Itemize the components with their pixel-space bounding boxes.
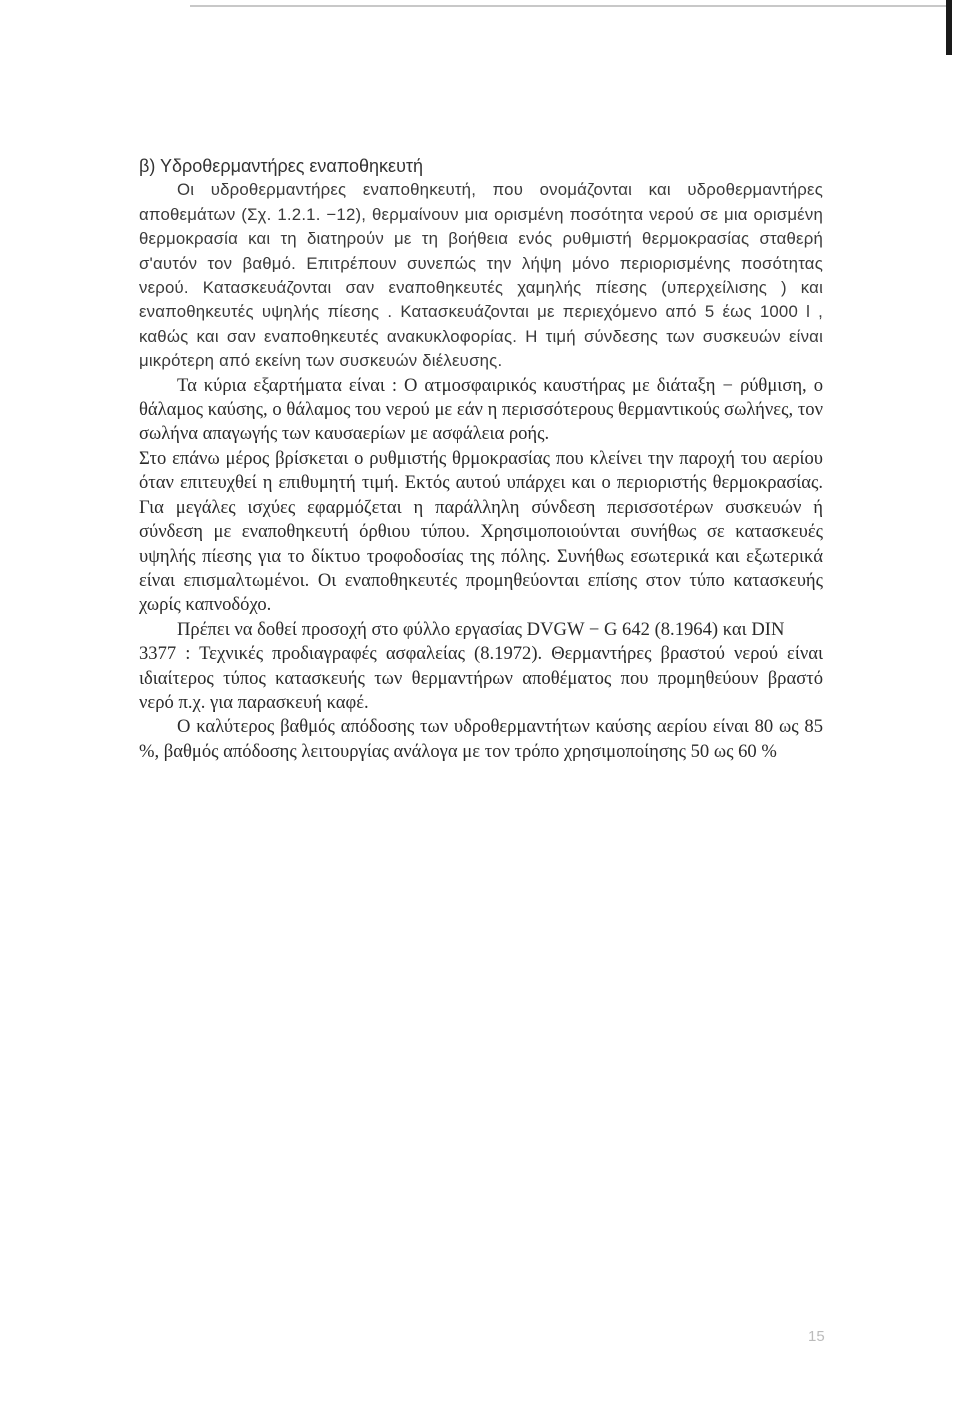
document-body [139, 154, 823, 764]
scan-corner-mark [946, 0, 952, 55]
paragraph-efficiency: Ο καλύτερος βαθμός απόδοσης των υδροθερμαντήτων καύσης αερίου είναι 80 ως 85 %, βαθμός απόδοσης λειτουργίας ανάλογα με τον τρόπο χρησιμοποίησης 50 ως 60 % [139, 716, 823, 762]
paragraph-intro: Οι υδροθερμαντήρες εναποθηκευτή, που ονομάζονται και υδροθερμαντήρες αποθεμάτων (Σχ. 1.2.1. −12), θερμαίνουν μια ορισμένη ποσότητα νερού σε μια ορισμένη θερμοκρασία και τη διατηρούν με τη βοήθεια ενός ρυθμιστή θερμοκρασίας σταθερή σ'αυτόν τον βαθμό. Επιτρέπουν συνεπώς την λήψη μόνο περιορισμένης ποσότητας νερού. Κατασκευάζονται σαν εναποθηκευτές χαμηλής πίεσης (υπερχείλισης ) και εναποθηκευτές υψηλής πίεσης . Κατασκευάζονται με περιεχόμενο από 5 έως 1000 l , καθώς και σαν εναποθηκευτές ανακυκλοφορίας. Η τιμή σύνδεσης των συσκευών είναι μικρότερη από εκείνη των συσκευών διέλευσης. [139, 180, 823, 371]
page-number: 15 [808, 1328, 825, 1345]
paragraph-dvgw: Πρέπει να δοθεί προσοχή στο φύλλο εργασίας DVGW − G 642 (8.1964) και DIN [177, 618, 785, 640]
paragraph-din: 3377 : Τεχνικές προδιαγραφές ασφαλείας (8.1972). Θερμαντήρες βραστού νερού είναι ιδιαίτερος τύπος κατασκευής των θερμαντήρων αποθέματος που προμηθεύουν βραστό νερό π.χ. για παρασκευή καφέ. [139, 643, 823, 713]
scan-top-line [190, 5, 950, 7]
paragraph-regulator: Στο επάνω μέρος βρίσκεται ο ρυθμιστής θρμοκρασίας που κλείνει την παροχή του αερίου όταν επιτευχθεί η επιθυμητή τιμή. Εκτός αυτού υπάρχει και ο περιοριστής θερμοκρασίας. Για μεγάλες ισχύες εφαρμόζεται η παράλληλη σύνδεση περισσοτέρων συσκευών ή σύνδεση με εναποθηκευτή όρθιου τύπου. Χρησιμοποιούνται συνήθως σε κατασκευές υψηλής πίεσης για το δίκτυο τροφοδοσίας της πόλης. Συνήθως εσωτερικά και εξωτερικά είναι επισμαλτωμένοι. Οι εναποθηκευτές προμηθεύονται επίσης στον τύπο κατασκευής χωρίς καπνοδόχο. [139, 447, 823, 616]
section-heading: β) Υδροθερμαντήρες εναποθηκευτή [139, 156, 424, 176]
paragraph-components: Τα κύρια εξαρτήματα είναι : Ο ατμοσφαιρικός καυστήρας με διάταξη − ρύθμιση, ο θάλαμος καύσης, ο θάλαμος του νερού με εάν η περισσότερους θερμαντικούς σωλήνες, τον σωλήνα απαγωγής των καυσαερίων με ασφάλεια ροής. [139, 374, 823, 445]
